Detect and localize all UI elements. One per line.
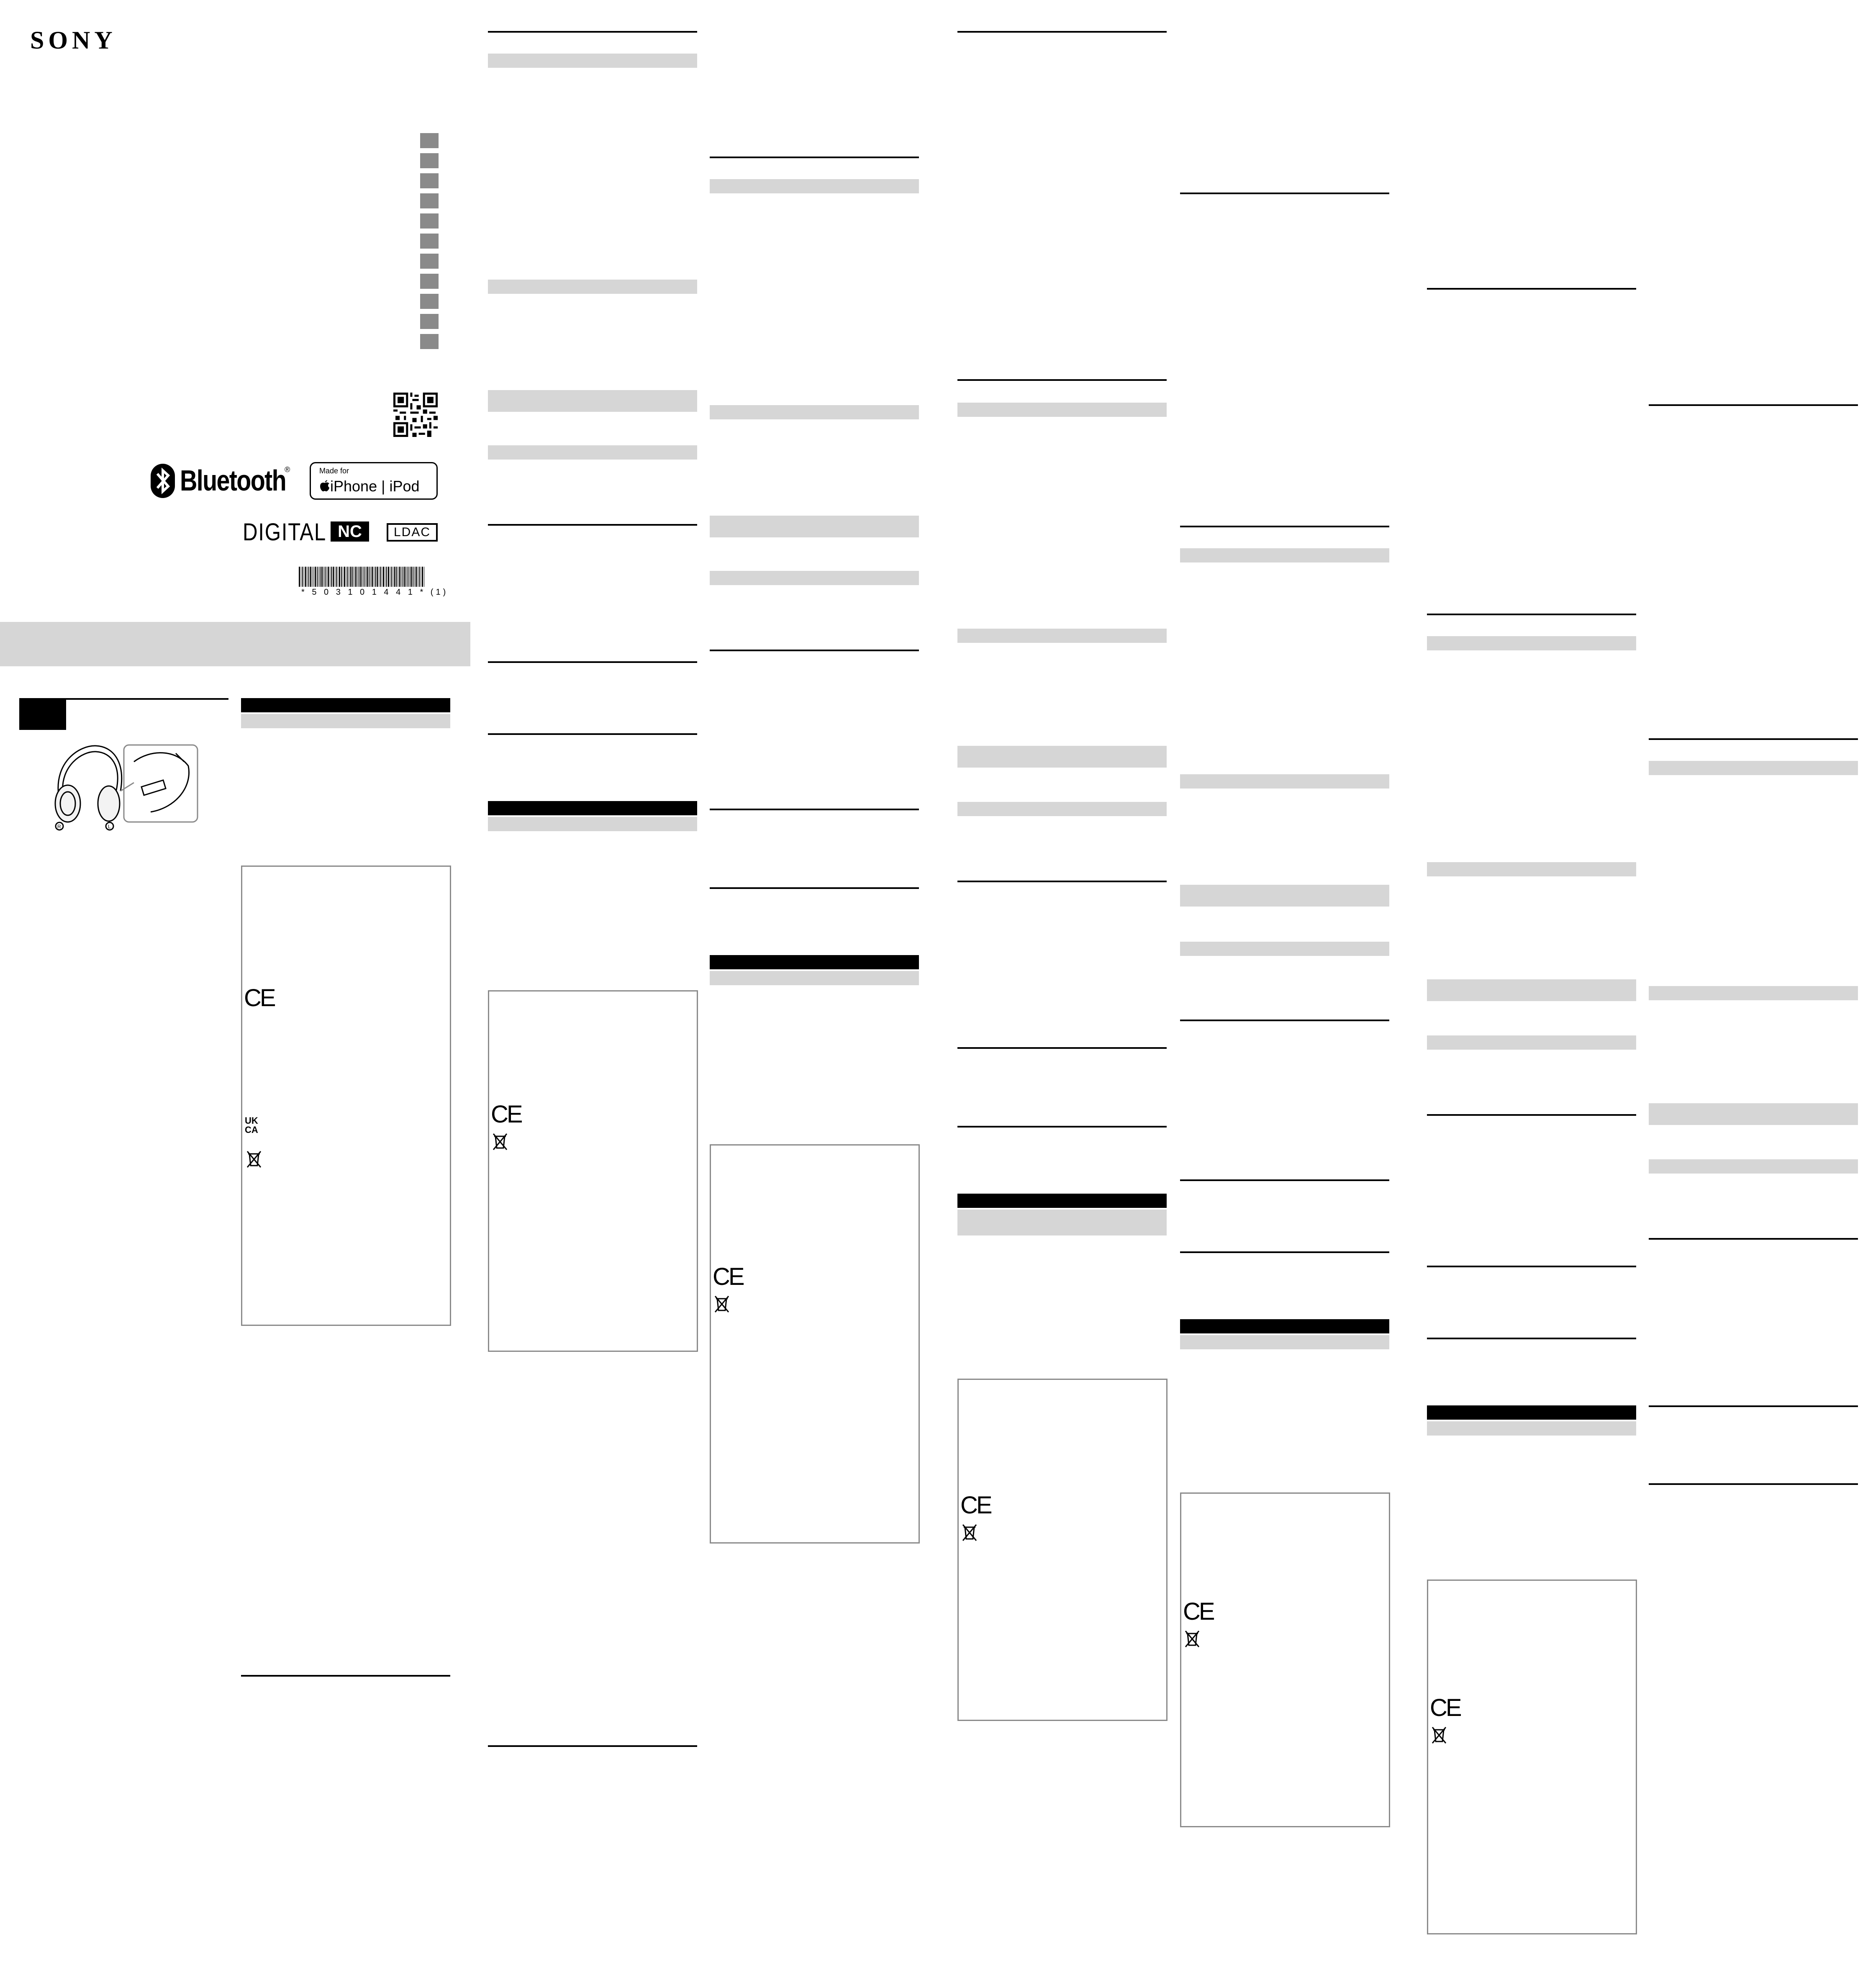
section-rule [488, 31, 697, 33]
ce-mark-icon: CE [713, 1263, 743, 1290]
section-title-band [710, 179, 919, 193]
section-rule [957, 31, 1167, 33]
section-rule [957, 1126, 1167, 1128]
barcode-icon [299, 567, 424, 587]
headphones-illustration-icon [50, 737, 201, 834]
language-marker [420, 334, 439, 349]
section-header-bar [957, 1194, 1167, 1208]
section-title-band [488, 280, 697, 294]
section-rule [957, 881, 1167, 882]
language-marker [420, 294, 439, 309]
regulatory-notice-box [488, 990, 698, 1352]
barcode-number: * 5 0 3 1 0 1 4 4 1 * (1) [301, 588, 449, 597]
bluetooth-icon [151, 464, 175, 498]
ce-mark-icon: CE [244, 984, 275, 1012]
section-header-bar [1180, 1319, 1389, 1333]
section-title-band [1180, 548, 1389, 562]
section-header-bar [488, 801, 697, 815]
mfi-made-for-label: Made for [319, 467, 349, 475]
section-title-band [1180, 942, 1389, 956]
language-marker [420, 153, 439, 168]
section-title-band [241, 714, 450, 728]
section-rule [1180, 526, 1389, 527]
section-rule [1180, 1251, 1389, 1253]
regulatory-notice-box [1427, 1580, 1637, 1934]
section-title-band [1427, 979, 1636, 1001]
section-rule [1180, 193, 1389, 194]
ukca-line2: CA [245, 1125, 258, 1135]
section-header-bar [241, 698, 450, 712]
section-title-band [1649, 1159, 1858, 1174]
language-marker [420, 254, 439, 269]
left-side-label: L [108, 824, 111, 830]
section-rule [1427, 1266, 1636, 1267]
ce-mark-icon: CE [491, 1101, 521, 1128]
regulatory-notice-box [241, 866, 451, 1326]
language-marker [420, 173, 439, 188]
regulatory-notice-box [1180, 1492, 1390, 1827]
section-title-band [710, 516, 919, 537]
language-marker [420, 193, 439, 208]
section-title-band [1427, 862, 1636, 876]
qr-code-icon [393, 393, 438, 437]
section-title-band [957, 802, 1167, 816]
weee-bin-icon [1431, 1726, 1447, 1745]
section-rule [488, 524, 697, 526]
weee-bin-icon [713, 1295, 730, 1314]
section-rule [710, 809, 919, 810]
language-marker [420, 234, 439, 249]
language-marker [420, 314, 439, 329]
weee-bin-icon [961, 1523, 978, 1542]
section-rule [1427, 1114, 1636, 1116]
section-title-band [957, 629, 1167, 643]
apple-icon [319, 478, 330, 492]
section-title-band [1180, 774, 1389, 789]
section-title-band [957, 1210, 1167, 1235]
language-marker [420, 133, 439, 148]
section-rule [1649, 1483, 1858, 1485]
regulatory-notice-box [710, 1144, 920, 1544]
ce-mark-icon: CE [1183, 1598, 1214, 1625]
weee-bin-icon [246, 1150, 262, 1169]
weee-bin-icon [1184, 1629, 1201, 1649]
section-title-band [1427, 636, 1636, 650]
ldac-badge: LDAC [387, 523, 438, 542]
section-rule [488, 1745, 697, 1747]
bluetooth-wordmark: Bluetooth [180, 464, 286, 497]
section-rule [488, 661, 697, 663]
section-header-bar [1427, 1405, 1636, 1420]
right-side-label: R [57, 824, 61, 830]
section-title-band [488, 445, 697, 460]
section-rule [957, 1047, 1167, 1049]
section-rule [710, 650, 919, 651]
digital-nc-label: DIGITAL [243, 519, 327, 546]
section-title-band [957, 403, 1167, 417]
section-title-band [1649, 986, 1858, 1000]
section-title-band [488, 817, 697, 831]
ukca-mark-icon [245, 1116, 258, 1135]
section-rule [241, 1675, 450, 1677]
language-marker [420, 213, 439, 229]
section-header-bar [710, 955, 919, 969]
ce-mark-icon: CE [1430, 1694, 1460, 1721]
digital-nc-badge: NC [331, 521, 369, 542]
section-rule [1649, 404, 1858, 406]
section-rule [1180, 1020, 1389, 1021]
section-rule [710, 887, 919, 889]
section-rule [1649, 1405, 1858, 1407]
section-title-band [1649, 1103, 1858, 1125]
section-rule [1649, 1238, 1858, 1240]
section-title-band [710, 405, 919, 419]
figure-tab [19, 699, 66, 730]
section-title-band [1180, 885, 1389, 907]
section-title-band [1180, 1335, 1389, 1349]
section-rule [1427, 614, 1636, 615]
section-rule [1427, 288, 1636, 290]
section-rule [1180, 1179, 1389, 1181]
language-marker [420, 274, 439, 289]
section-rule [488, 733, 697, 735]
ce-mark-icon: CE [960, 1492, 991, 1519]
section-title-band [1427, 1035, 1636, 1050]
model-title-band [0, 622, 470, 666]
section-rule [1649, 738, 1858, 740]
ukca-line1: UK [245, 1115, 258, 1126]
section-rule [1427, 1338, 1636, 1339]
section-title-band [1649, 761, 1858, 775]
section-title-band [488, 390, 697, 412]
section-title-band [710, 571, 919, 585]
weee-bin-icon [492, 1132, 508, 1151]
section-title-band [957, 746, 1167, 768]
section-title-band [710, 971, 919, 985]
section-rule [957, 379, 1167, 381]
section-rule [710, 157, 919, 158]
mfi-badge [310, 462, 438, 500]
brand-logo: SONY [30, 26, 117, 54]
registered-mark: ® [285, 465, 290, 474]
section-title-band [1427, 1421, 1636, 1436]
regulatory-notice-box [957, 1379, 1168, 1721]
section-title-band [488, 54, 697, 68]
mfi-devices-label: iPhone | iPod [330, 478, 420, 495]
